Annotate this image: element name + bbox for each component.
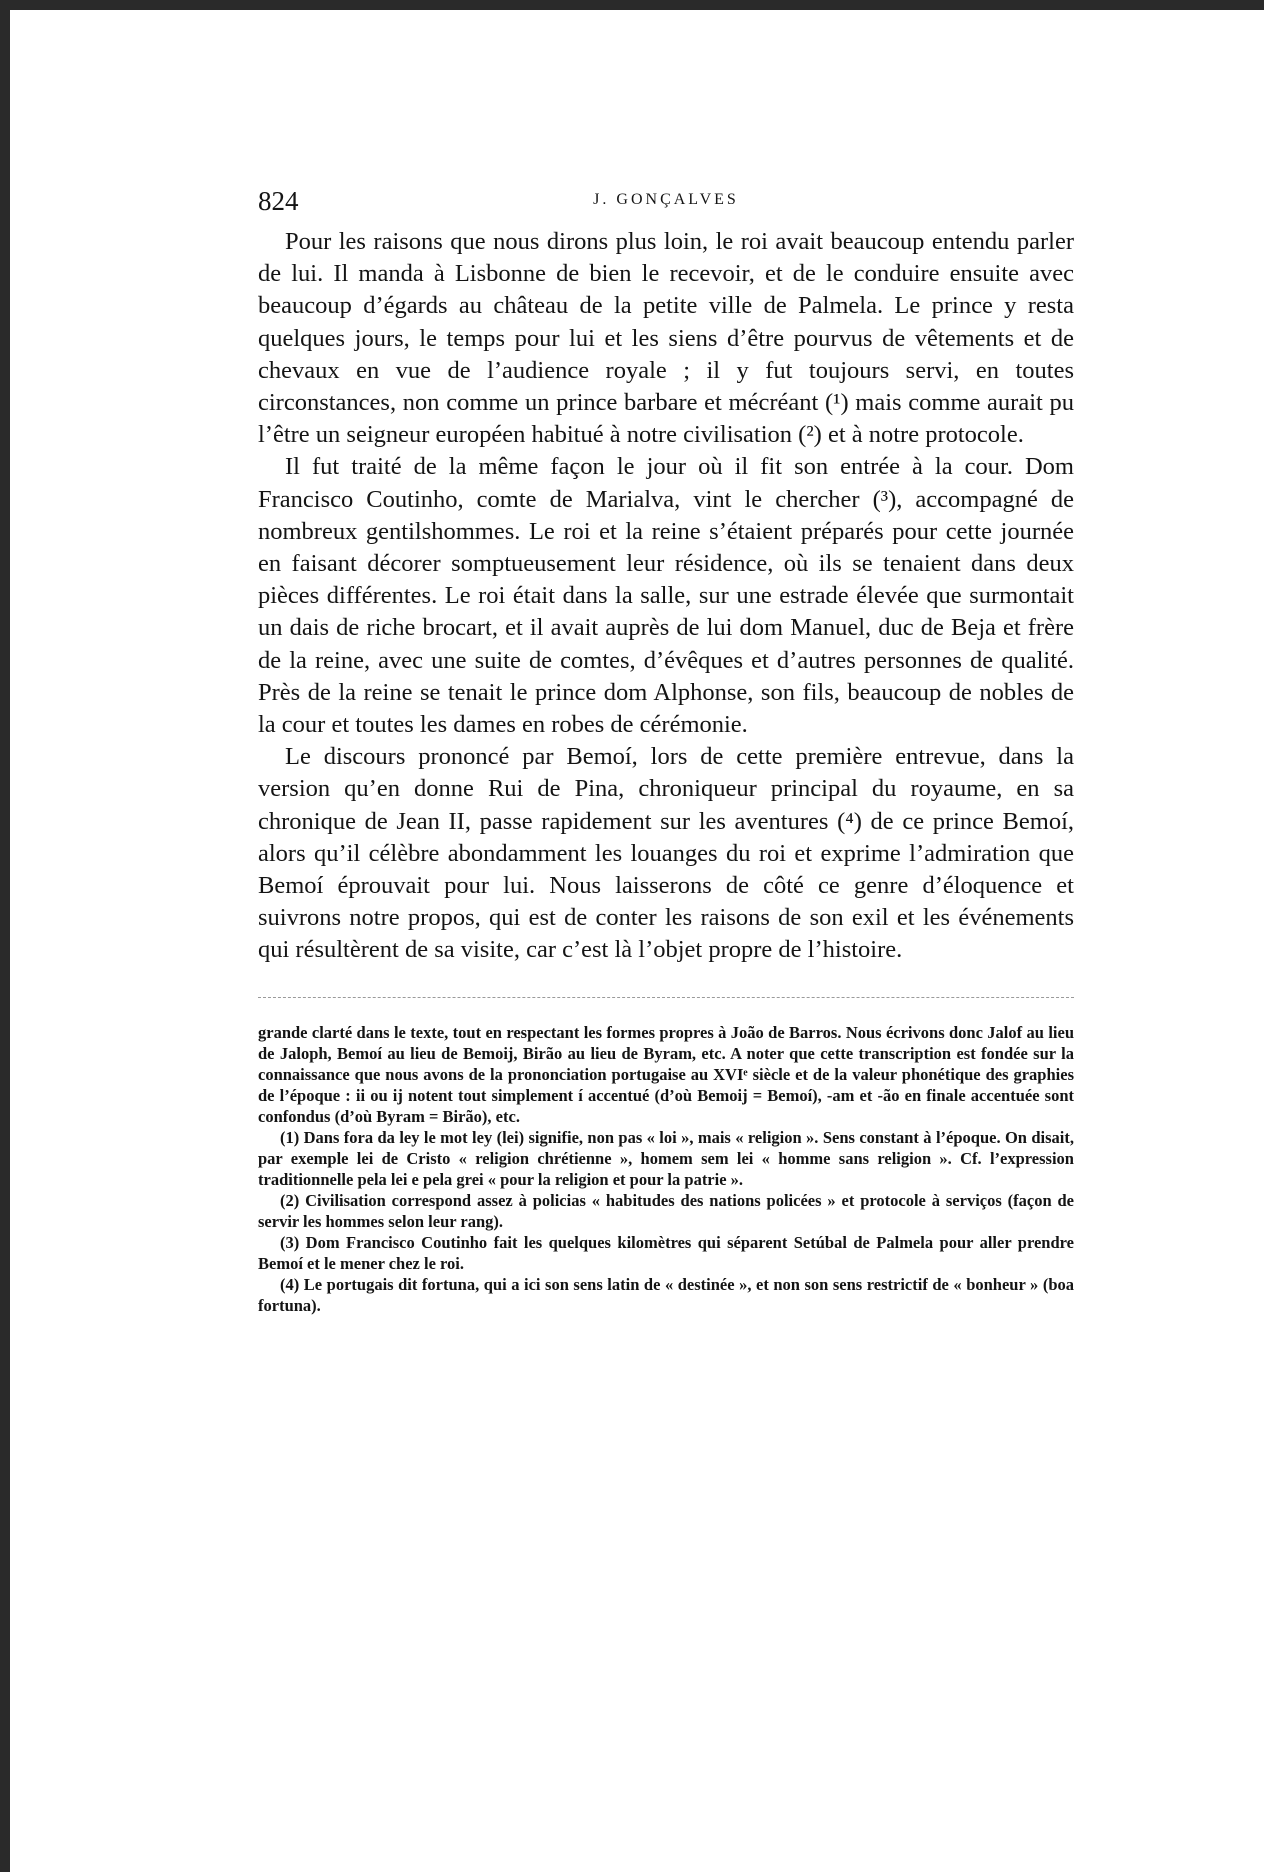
paragraph: Le discours prononcé par Bemoí, lors de cette première entrevue, dans la version qu’en donne Rui de Pina, chroniqueur principal du royaume, en sa chronique de Jean II, passe rapidement sur les aventures (⁴) de ce prince Bemoí, alors qu’il célèbre abondamment les louanges du roi et exprime l’admiration que Bemoí éprouvait pour lui. Nous laisserons de côté ce genre d’éloquence et suivrons notre propos, qui est de conter les raisons de son exil et les événements qui résultèrent de sa visite, car c’est là l’objet propre de l’histoire. — [258, 743, 1074, 964]
main-text — [258, 226, 1074, 967]
footnote: (4) Le portugais dit fortuna, qui a ici son sens latin de « destinée », et non son sens restrictif de « bonheur » (boa fortuna). — [258, 1274, 1074, 1315]
paragraph: Pour les raisons que nous dirons plus loin, le roi avait beaucoup entendu parler de lui. Il manda à Lisbonne de bien le recevoir, et de le conduire ensuite avec beaucoup d’égards au château de la petite ville de Palmela. Le prince y resta quelques jours, le temps pour lui et les siens d’être pourvus de vêtements et de chevaux en vue de l’audience royale ; il y fut toujours servi, en toutes circonstances, non comme un prince barbare et mécréant (¹) mais comme aurait pu l’être un seigneur européen habitué à notre civilisation (²) et à notre protocole. — [258, 228, 1074, 449]
scan-left-border — [0, 0, 10, 1872]
page-number: 824 — [258, 186, 299, 216]
footnote: (3) Dom Francisco Coutinho fait les quelques kilomètres qui séparent Setúbal de Palmela pour aller prendre Bemoí et le mener chez le roi. — [258, 1232, 1074, 1273]
footnote: (2) Civilisation correspond assez à policias « habitudes des nations policées » et protocole à serviços (façon de servir les hommes selon leur rang). — [258, 1190, 1074, 1231]
book-page — [258, 186, 1074, 1316]
footnote-continuation: grande clarté dans le texte, tout en respectant les formes propres à João de Barros. Nous écrivons donc Jalof au lieu de Jaloph, Bemoí au lieu de Bemoij, Birão au lieu de Byram, etc. A noter que cette transcription est fondée sur la connaissance que nous avons de la prononciation portugaise au XVIᵉ siècle et de la valeur phonétique des graphies de l’époque : ii ou ij notent tout simplement í accentué (d’où Bemoij = Bemoí), -am et -ão en finale accentuée sont confondus (d’où Byram = Birão), etc. — [258, 1022, 1074, 1126]
running-head — [258, 186, 1074, 216]
running-title: J. GONÇALVES — [593, 191, 739, 208]
footnote-separator — [258, 997, 1074, 998]
scan-top-border — [0, 0, 1264, 10]
paragraph: Il fut traité de la même façon le jour où il fit son entrée à la cour. Dom Francisco Coutinho, comte de Marialva, vint le chercher (³), accompagné de nombreux gentilshommes. Le roi et la reine s’étaient préparés pour cette journée en faisant décorer somptueusement leur résidence, où ils se tenaient dans deux pièces différentes. Le roi était dans la salle, sur une estrade élevée que surmontait un dais de riche brocart, et il avait auprès de lui dom Manuel, duc de Beja et frère de la reine, avec une suite de comtes, d’évêques et d’autres personnes de qualité. Près de la reine se tenait le prince dom Alphonse, son fils, beaucoup de nobles de la cour et toutes les dames en robes de cérémonie. — [258, 453, 1074, 739]
footnotes — [258, 1022, 1074, 1316]
footnote: (1) Dans fora da ley le mot ley (lei) signifie, non pas « loi », mais « religion ». Sens constant à l’époque. On disait, par exemple lei de Cristo « religion chrétienne », homem sem lei « homme sans religion ». Cf. l’expression traditionnelle pela lei e pela grei « pour la religion et pour la patrie ». — [258, 1127, 1074, 1189]
